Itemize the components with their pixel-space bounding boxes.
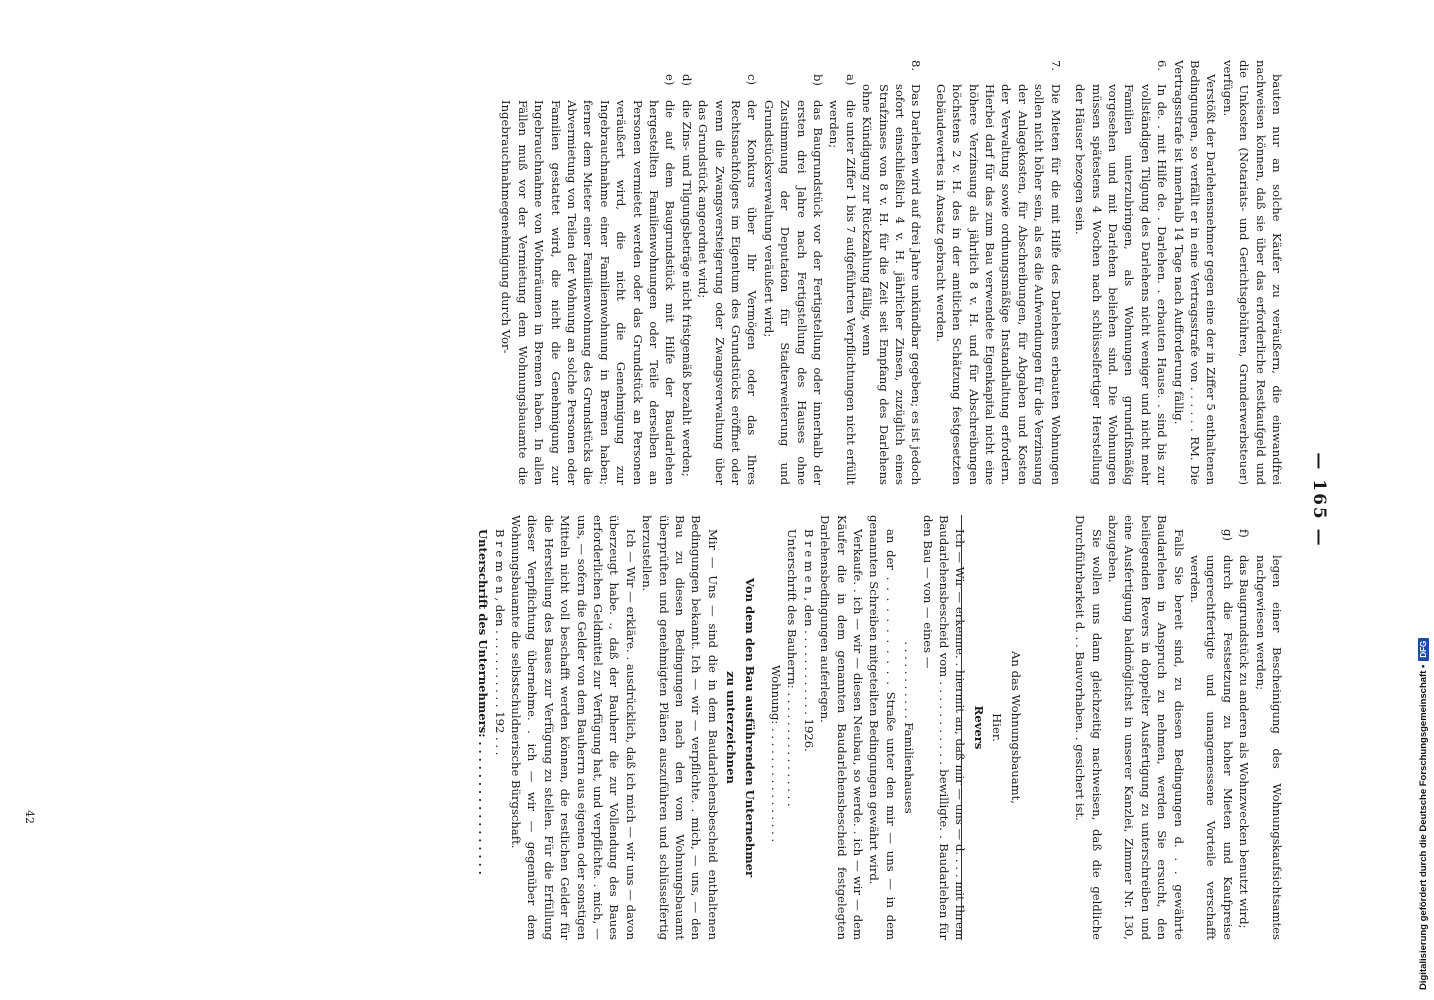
paragraph: Verkaufe. . ich — wir — diesen Neubau, so werde. . ich — wir — dem Käufer die in dem genannten Baudarlehensbescheid festgelegten Darlehensbedingungen auferlegen. <box>818 515 866 940</box>
signature-line: Unterschrift des Unternehmers: . . . . . . . . . . . . . . . . . <box>476 529 491 875</box>
dfg-logo: DFG <box>1418 638 1429 661</box>
right-column <box>475 515 1285 940</box>
section-title: Von dem den Bau ausführenden Unternehmer <box>742 577 757 878</box>
sub-item-e: e) die auf dem Baugrundstück mit Hilfe der Baudarlehen hergestellten Familienwohnungen oder Teile derselben an Personen vermietet werden oder das Grundstück an Personen veräußert wird, die nicht die Genehmigung zur Ingebrauchnahme einer Familienwohnung in Bremen haben; ferner dem Mieter einer Familienwohnung des Grundstücks die Abvermietung von Teilen der Wohnung an solche Personen oder Familien gestattet wird, die nicht die Genehmigung zur Ingebrauchnahme von Wohnräumen in Bremen haben. In allen Fällen muß vor der Vermietung dem Wohnungsbauamte die Ingebrauchnahmegenehmigung durch Vor- <box>499 74 678 485</box>
revers-title: Revers <box>971 705 986 750</box>
sub-item-c: c) der Konkurs über Ihr Vermögen oder das Ihres Rechtsnachfolgers im Eigentum des Grundstücks eröffnet oder wenn die Zwangsversteigerung oder Zwangsverwaltung über das Grundstück angeordnet wird; <box>696 74 760 485</box>
left-column <box>498 60 1285 485</box>
sub-item-a: a) die unter Ziffer 1 bis 7 aufgeführten Verpflichtungen nicht erfüllt werden; <box>827 74 858 485</box>
address-line: An das Wohnungsbauamt, <box>1008 651 1023 804</box>
page-number-header: — 165 — <box>1309 452 1329 548</box>
list-item-6: 6. In de. . mit Hilfe de. . Darlehen. . erbauten Hause. . sind bis zur vollständigen Tilgung des Darlehens nicht weniger und nicht mehr Familien unterzubringen, als Wohnungen grundrißmäßig vorgesehen und mit Darlehen beliehen sind. Die Wohnungen müssen spätestens 4 Wochen nach schlüsselfertiger Herstellung der Häuser bezogen sein. <box>1073 60 1170 485</box>
sub-item-b: b) das Baugrundstück vor der Fertigstellung oder innerhalb der ersten drei Jahre nach Fertigstellung des Hauses ohne Zustimmung der Deputation für Stadterweiterung und Grundstücksverwaltung veräußert wird; <box>761 74 826 485</box>
paragraph: Ich — Wir — erkläre. . ausdrücklich, daß ich mich — wir uns — davon überzeugt habe. ., daß der Bauherr die zur Vollendung des Baues erforderlichen Geldmittel zur Verfügung hat, und verpflichte. . mich, — uns, — sofern die Gelder von dem Bauherrn aus eigenen oder sonstigen Mitteln nicht voll beschafft werden können, die restlichen Gelder für die Herstellung des Baues zur Verfügung zu stellen. Für die Erfüllung dieser Verpflichtung übernehme. . ich — wir — gegenüber dem Wohnungsbauamte die selbstschuldnerische Bürgschaft. <box>508 515 638 940</box>
paragraph: Ich — Wir — erkenne. . hiermit an, daß mir — uns — d. . . . mit Ihrem Baudarlehensbescheid vom . . . . . . . . . . . bewilligte. . Baudarlehen für den Bau — von — eines — <box>920 515 968 940</box>
paragraph: Sie wollen uns dann gleichzeitig nachweisen, daß die geldliche Durchführbarkeit d. . . Bauvorhaben. . gesichert ist. <box>1073 515 1104 940</box>
paragraph: Verstößt der Darlehensnehmer gegen eine der in Ziffer 5 enthaltenen Bedingungen, so verfällt er in eine Vertragsstrafe von . . . . . . RM. Die Vertragsstrafe ist innerhalb 14 Tage nach Aufforderung fällig. <box>1171 60 1219 485</box>
section-subtitle: zu unterzeichnen <box>724 671 739 784</box>
paragraph: an der . . . . . . . . . . . Straße unter den mir — uns — in dem genannten Schreiben mitgeteilten Bedingungen gewährt wird. <box>867 515 898 940</box>
paragraph: Mir — Uns — sind die in dem Baudarlehensbescheid enthaltenen Bedingungen bekannt. Ich — wir — verpflichte. . mich, — uns, — den Bau zu diesen Bedingungen nach den vom Wohnungsbauamt überprüften und genehmigten Plänen auszuführen und schlüsselfertig herzustellen. <box>640 515 720 940</box>
digitization-footer <box>1418 10 1429 990</box>
address-line: Hier. <box>990 713 1005 742</box>
place-date: B r e m e n , den . . . . . . . . . . . 192 . . . <box>492 529 507 756</box>
sub-item-f: f) das Baugrundstück zu anderen als Wohnzwecken benutzt wird; <box>1237 529 1252 929</box>
sub-item-d: d) die Zins- und Tilgungsbeträge nicht fristgemäß bezahlt werden; <box>679 74 694 477</box>
list-item-8: 8. Das Darlehen wird auf drei Jahre unkündbar gegeben; es ist jedoch sofort einschließlich 4 v. H. jährlicher Zinsen, zuzüglich eines Strafzinses von 8 v. H. für die Zeit seit Empfang des Darlehens ohne Kündigung zur Rückzahlung fällig, wenn <box>860 60 924 485</box>
page-number-footer: 42 <box>23 810 36 824</box>
paragraph: Falls Sie bereit sind, zu diesen Bedingungen d. . . gewährte Baudarlehen in Anspruch zu nehmen, werden Sie ersucht, den beiliegenden Revers in doppelter Ausfertigung zu unterschreiben und eine Ausfertigung baldmöglichst in unserer Kanzlei, Zimmer Nr. 130, abzugeben. <box>1105 515 1186 940</box>
sub-item-g: g) durch die Festsetzung zu hoher Mieten und Kaufpreise ungerechtfertigte und unangemessene Vorteile verschafft werden. <box>1187 529 1235 940</box>
address-field: Wohnung: . . . . . . . . . . . . . . . . <box>769 665 784 843</box>
continuation: legen einer Bescheinigung des Wohnungskaufsichtsamtes nachgewiesen werden; <box>1253 555 1284 940</box>
column-divider <box>961 515 962 940</box>
paragraph: . . . . . . . . . . . Familienhauses <box>902 641 917 814</box>
paragraph: bauten nur an solche Käufer zu veräußern, die einwandfrei nachweisen können, daß sie über das erforderliche Restkaufgeld und die Unkosten (Notariats- und Gerichtsgebühren, Grunderwerbsteuer) verfügen. <box>1220 60 1284 485</box>
footer-text: Digitalisierung gefördert durch die Deutsche Forschungsgemeinschaft • <box>1418 664 1429 990</box>
place-date: B r e m e n , den . . . . . . . . . . . . 1926. <box>801 529 816 752</box>
list-item-7: 7. Die Mieten für die mit Hilfe des Darlehens erbauten Wohnungen sollen nicht höher sein, als es die Aufwendungen für die Verzinsung der Anlagekosten, für Abschreibungen, für Abgaben und Kosten der Verwaltung sowie ordnungsmäßige Instandhaltung erfordern. Hierbei darf für das zum Bau verwendete Eigenkapital nicht eine höhere Verzinsung als jährlich 8 v. H. und für Abschreibungen höchstens 2 v. H. des in der amtlichen Schätzung festgesetzten Gebäudewertes in Ansatz gebracht werden. <box>933 60 1063 485</box>
signature-line: Unterschrift des Bauherrn: . . . . . . . . . . . . . . . . <box>785 529 800 807</box>
rotated-page-content <box>17 60 1327 940</box>
